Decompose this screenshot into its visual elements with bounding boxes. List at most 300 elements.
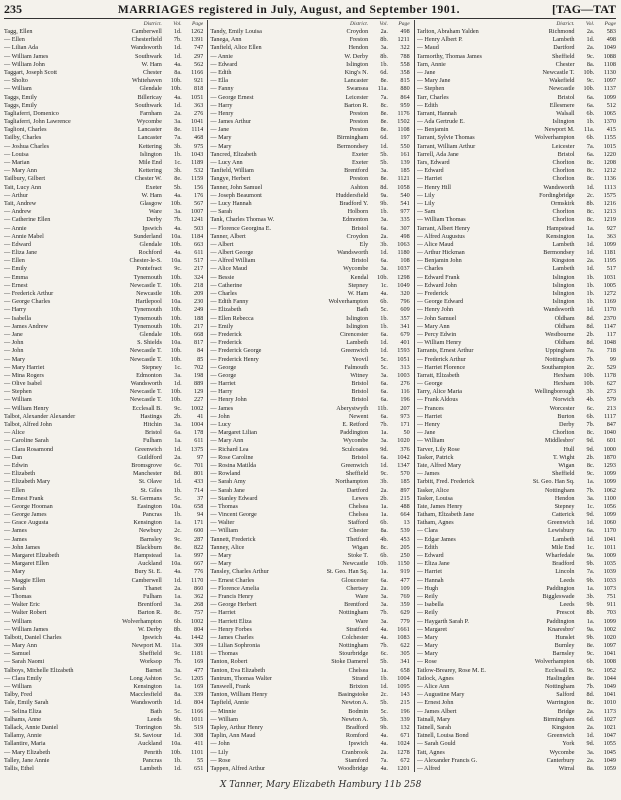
entry-page: 205 xyxy=(400,543,410,551)
entry-name: — Harriet xyxy=(416,175,442,183)
entry-district: Stepney xyxy=(141,363,162,371)
entry-page: 567 xyxy=(194,199,204,207)
entry-district: Newcastle T. xyxy=(129,396,162,404)
entry-page: 860 xyxy=(194,584,204,592)
entry-volume: 1a. xyxy=(586,617,595,625)
entry-name: Tanswell, Frank xyxy=(210,683,251,690)
entry-district: Southwark xyxy=(135,101,162,109)
entry-page: 815 xyxy=(400,77,410,85)
register-entry xyxy=(4,609,203,617)
entry-volume: 1a. xyxy=(586,224,595,232)
entry-volume: 5c. xyxy=(380,363,388,371)
register-entry xyxy=(417,618,616,626)
entry-name: — Rose Caroline xyxy=(210,453,254,461)
register-entry xyxy=(210,69,409,77)
entry-page: 1205 xyxy=(190,674,204,682)
entry-page: 776 xyxy=(194,568,204,576)
entry-volume: 1a. xyxy=(174,437,182,445)
entry-page: 1220 xyxy=(603,150,616,158)
register-entry xyxy=(4,290,203,298)
register-entry xyxy=(4,527,203,535)
entry-name: — Alice Maud xyxy=(416,240,454,248)
register-entry xyxy=(417,364,616,372)
entry-name: — Harry xyxy=(210,101,233,109)
register-entry xyxy=(210,626,409,634)
entry-district: Glendale xyxy=(139,85,162,93)
entry-volume: 7a. xyxy=(586,142,595,150)
register-entry xyxy=(4,323,203,331)
entry-district: Hastings xyxy=(140,412,162,420)
entry-district: Greenwich xyxy=(547,519,575,527)
entry-name: — John xyxy=(4,347,24,355)
entry-name: — Harriet xyxy=(210,380,236,388)
entry-volume: 10a. xyxy=(171,298,182,306)
entry-name: Tappen, Alfred Arthur xyxy=(210,764,266,772)
register-entry xyxy=(210,61,409,69)
register-entry xyxy=(4,28,203,36)
entry-district: Lambeth xyxy=(552,265,575,273)
entry-name: Tasker, Louisa xyxy=(416,494,453,502)
entry-volume: 6a. xyxy=(380,396,388,404)
entry-name: — Charles xyxy=(210,290,237,297)
entry-page: 911 xyxy=(606,601,616,609)
entry-volume: 8c. xyxy=(586,167,595,175)
entry-page: 1027 xyxy=(603,715,616,723)
register-entry xyxy=(417,85,616,93)
register-entry xyxy=(4,503,203,511)
register-entry xyxy=(210,478,409,486)
entry-page: 188 xyxy=(194,314,204,322)
entry-volume: 3a. xyxy=(380,167,388,175)
entry-district: W. Ham xyxy=(141,191,162,199)
entry-volume: 2c. xyxy=(174,527,182,535)
entry-name: Tailby, Charles xyxy=(4,134,42,142)
entry-name: — Edward xyxy=(4,240,31,248)
register-entry xyxy=(4,61,203,69)
entry-name: — Emily xyxy=(210,322,234,330)
entry-volume: 5c. xyxy=(174,707,182,715)
register-entry xyxy=(4,642,203,650)
entry-volume: 8e. xyxy=(174,175,182,183)
entry-page: 583 xyxy=(606,28,616,35)
entry-volume: 5b. xyxy=(173,723,182,731)
entry-volume: 10b. xyxy=(170,748,182,756)
entry-page: 1003 xyxy=(397,371,410,379)
entry-district: St. Giles xyxy=(140,486,162,494)
entry-page: 1213 xyxy=(603,208,616,216)
entry-page: 540 xyxy=(400,191,410,199)
entry-volume: 1d. xyxy=(380,249,388,257)
entry-name: — Sarah xyxy=(4,584,26,592)
entry-volume: 9b. xyxy=(586,633,595,641)
entry-district: Northampton xyxy=(335,478,369,486)
entry-volume: 3a. xyxy=(380,437,388,445)
entry-page: 307 xyxy=(400,224,410,232)
entry-name: — Margaret Elizabeth xyxy=(4,552,60,559)
register-entry xyxy=(210,102,409,110)
register-entry xyxy=(4,265,203,273)
entry-page: 169 xyxy=(194,683,204,690)
entry-page: 1870 xyxy=(603,453,616,461)
register-entry xyxy=(4,315,203,323)
register-entry xyxy=(4,699,203,707)
entry-district: Lambeth xyxy=(139,764,162,772)
entry-name: Tandy, Emily Louisa xyxy=(210,28,262,35)
entry-district: Islington xyxy=(346,322,369,330)
entry-district: Newbury xyxy=(138,527,162,535)
entry-page: 1002 xyxy=(190,617,204,625)
entry-volume: 3b. xyxy=(586,388,595,396)
entry-page: 622 xyxy=(400,642,410,650)
entry-volume: 3b. xyxy=(380,240,388,248)
entry-volume: 7b. xyxy=(173,36,182,44)
entry-district: Kendal xyxy=(350,273,369,281)
entry-name: — Jane xyxy=(416,429,436,437)
entry-page: 1044 xyxy=(603,674,616,682)
register-entry xyxy=(210,134,409,142)
entry-district: Hunslet xyxy=(555,633,575,641)
entry-district: Islington xyxy=(552,281,575,289)
entry-page: 1181 xyxy=(603,249,616,257)
entry-volume: 1d. xyxy=(380,461,388,469)
register-entry xyxy=(4,200,203,208)
entry-name: — Harry xyxy=(4,306,27,314)
entry-volume: 6c. xyxy=(174,461,182,469)
register-entry xyxy=(417,658,616,666)
entry-district: Newcastle T. xyxy=(129,388,162,396)
register-entry xyxy=(417,462,616,470)
entry-volume: 2a. xyxy=(174,109,182,117)
register-entry xyxy=(4,388,203,396)
register-entry xyxy=(210,495,409,503)
entry-district: Stratford xyxy=(346,625,369,633)
entry-district: Chertsey xyxy=(346,584,369,592)
entry-volume: 8e. xyxy=(586,642,595,650)
entry-page: 1136 xyxy=(603,175,616,183)
entry-volume: 1c. xyxy=(174,363,182,371)
entry-name: — John xyxy=(210,412,230,420)
entry-district: Knaresbro' xyxy=(547,625,575,633)
entry-volume: 2b. xyxy=(173,412,182,420)
entry-page: 1117 xyxy=(604,412,616,420)
register-entry xyxy=(210,585,409,593)
register-entry xyxy=(210,503,409,511)
register-entry xyxy=(417,94,616,102)
entry-name: — Annie xyxy=(4,224,27,232)
register-entry xyxy=(4,675,203,683)
register-entry xyxy=(210,519,409,527)
entry-volume: 1b. xyxy=(586,281,595,289)
entry-page: 276 xyxy=(400,380,410,388)
entry-volume: 10b. xyxy=(170,77,182,85)
entry-page: 1041 xyxy=(190,118,204,126)
register-entry xyxy=(417,298,616,306)
entry-district: Oldham xyxy=(554,339,575,347)
entry-volume: 11a. xyxy=(377,85,388,93)
register-entry xyxy=(4,421,203,429)
entry-name: — Thomas xyxy=(210,502,238,510)
entry-district: Wolverhampton xyxy=(534,658,575,666)
register-entry xyxy=(210,667,409,675)
register-entry xyxy=(4,691,203,699)
register-entry xyxy=(4,233,203,241)
entry-name: — Benjamin xyxy=(416,126,449,134)
register-entry xyxy=(210,658,409,666)
register-entry xyxy=(210,208,409,216)
entry-district: W. Ham xyxy=(347,290,369,297)
entry-page: 1062 xyxy=(603,486,616,494)
entry-district: Burton xyxy=(557,412,575,420)
entry-page: 703 xyxy=(606,609,616,617)
entry-district: Macclesfield xyxy=(129,691,162,699)
entry-volume: 1b. xyxy=(380,208,388,216)
entry-name: — Isabella xyxy=(4,314,31,322)
register-entry xyxy=(417,405,616,413)
entry-page: 176 xyxy=(194,191,204,199)
register-entry xyxy=(210,290,409,298)
entry-volume: 3b. xyxy=(173,167,182,175)
entry-page: 171 xyxy=(400,421,410,428)
entry-volume: 2a. xyxy=(380,28,388,35)
entry-name: — Mary xyxy=(4,355,26,363)
register-entry xyxy=(210,331,409,339)
entry-name: — Mary Jane xyxy=(416,77,451,85)
entry-name: — Ernest John xyxy=(416,699,454,707)
entry-page: 1037 xyxy=(397,265,410,273)
entry-volume: 1b. xyxy=(173,511,182,519)
entry-district: Woodbridge xyxy=(337,764,369,772)
register-entry xyxy=(417,749,616,757)
register-entry xyxy=(210,405,409,413)
register-entry xyxy=(417,544,616,552)
entry-page: 1575 xyxy=(603,191,616,199)
entry-district: Wigan xyxy=(351,543,369,551)
register-entry xyxy=(210,765,409,772)
header-rule xyxy=(4,18,616,19)
entry-district: Wandsworth xyxy=(130,44,162,52)
entry-volume: 1d. xyxy=(173,380,182,388)
entry-volume: 3a. xyxy=(380,216,388,224)
entry-volume: 9b. xyxy=(380,723,388,731)
register-entry xyxy=(417,511,616,519)
entry-district: Leeds xyxy=(559,576,575,584)
entry-page: 1298 xyxy=(397,273,410,281)
entry-volume: 1a. xyxy=(380,429,388,437)
entry-name: Tarbitt, Fred. Frederick xyxy=(416,478,475,486)
entry-district: Bristol xyxy=(557,150,575,158)
entry-district: Witney xyxy=(350,371,369,379)
entry-name: — Selina Eliza xyxy=(4,707,42,715)
entry-page: 2370 xyxy=(603,314,616,322)
entry-name: — Frederick xyxy=(210,330,242,338)
column-header-page: Page xyxy=(398,21,410,27)
entry-district: Chesterfield xyxy=(131,36,162,44)
entry-district: Hendon xyxy=(348,44,369,52)
entry-page: 570 xyxy=(400,470,410,478)
entry-name: Tars, Edward xyxy=(416,159,450,166)
entry-district: Torrington xyxy=(135,723,162,731)
entry-name: — William xyxy=(4,85,32,93)
entry-name: — Fanny xyxy=(210,85,234,93)
entry-volume: 5b. xyxy=(380,159,388,166)
entry-name: — Mary Ann xyxy=(416,322,450,330)
entry-page: 313 xyxy=(400,363,410,371)
register-entry xyxy=(417,609,616,617)
register-entry xyxy=(4,192,203,200)
entry-name: Talbot, Alexander Alexander xyxy=(4,412,76,420)
register-entry xyxy=(417,323,616,331)
entry-name: — George Hooman xyxy=(4,502,53,510)
entry-volume: 3a. xyxy=(174,421,182,428)
entry-page: 1169 xyxy=(603,298,616,306)
entry-name: — Walter xyxy=(210,519,235,527)
entry-page: 297 xyxy=(194,52,204,60)
register-entry xyxy=(4,298,203,306)
register-entry xyxy=(210,126,409,134)
entry-page: 817 xyxy=(194,339,204,347)
entry-page: 1272 xyxy=(603,290,616,297)
entry-name: — Hugh xyxy=(416,584,439,592)
entry-district: Stourbridge xyxy=(338,650,369,658)
entry-page: 1262 xyxy=(190,28,204,35)
entry-volume: 1a. xyxy=(586,584,595,592)
entry-page: 667 xyxy=(194,560,204,568)
register-entry xyxy=(417,593,616,601)
entry-volume: 1b. xyxy=(586,118,595,126)
entry-district: Richmond xyxy=(548,28,575,35)
entry-district: Basingstoke xyxy=(337,691,369,699)
entry-district: Glendale xyxy=(139,240,162,248)
entry-district: Barnsley xyxy=(139,535,162,543)
register-entry xyxy=(417,765,616,772)
entry-name: — Mary xyxy=(210,142,232,150)
entry-name: Tarn, Annie xyxy=(416,60,446,68)
entry-page: 99 xyxy=(609,355,616,363)
entry-page: 1114 xyxy=(191,126,204,134)
entry-name: — Sarah Naomi xyxy=(4,658,45,666)
entry-name: — Maud xyxy=(416,44,439,52)
entry-volume: 8c. xyxy=(586,159,595,166)
entry-name: — Harriet Florence xyxy=(416,363,466,371)
register-entry xyxy=(210,192,409,200)
entry-district: Huddersfield xyxy=(335,191,369,199)
entry-name: Tale, Emily Sarah xyxy=(4,699,49,707)
entry-page: 477 xyxy=(400,576,410,584)
register-entry xyxy=(210,315,409,323)
entry-page: 769 xyxy=(400,592,410,600)
register-entry xyxy=(210,462,409,470)
entry-page: 268 xyxy=(194,601,204,609)
register-entry xyxy=(417,282,616,290)
entry-name: — Edith xyxy=(416,101,438,109)
entry-name: — Alfred William xyxy=(210,257,256,265)
register-entry xyxy=(4,536,203,544)
register-entry xyxy=(417,28,616,36)
entry-district: Wycombe xyxy=(549,748,575,756)
entry-volume: 1d. xyxy=(173,732,182,740)
entry-page: 1048 xyxy=(603,339,616,347)
entry-name: Tait, Andrew xyxy=(4,199,37,207)
register-entry xyxy=(210,454,409,462)
entry-page: 1052 xyxy=(603,666,616,674)
register-entry xyxy=(210,151,409,159)
register-entry xyxy=(4,487,203,495)
register-entry xyxy=(4,511,203,519)
entry-volume: 10a. xyxy=(171,560,182,568)
entry-page: 975 xyxy=(194,142,204,150)
entry-volume: 2a. xyxy=(380,748,388,756)
register-entry xyxy=(210,716,409,724)
entry-name: — George xyxy=(210,371,237,379)
register-entry xyxy=(417,470,616,478)
register-entry xyxy=(4,69,203,77)
entry-district: Bath xyxy=(150,707,162,715)
register-entry xyxy=(4,118,203,126)
register-entry xyxy=(210,143,409,151)
entry-name: — Harriet xyxy=(416,412,442,420)
register-entry xyxy=(4,44,203,52)
register-entry xyxy=(210,347,409,355)
entry-volume: 1a. xyxy=(174,592,182,600)
entry-district: Brixton xyxy=(349,683,369,690)
entry-page: 1173 xyxy=(603,707,616,715)
entry-page: 1041 xyxy=(603,535,616,543)
register-entry xyxy=(210,118,409,126)
entry-volume: 2a. xyxy=(380,232,388,240)
entry-district: Manchester xyxy=(132,470,162,478)
entry-page: 358 xyxy=(400,68,410,76)
register-entry xyxy=(210,429,409,437)
entry-volume: 9d. xyxy=(586,445,595,453)
entry-volume: 1d. xyxy=(173,101,182,109)
entry-page: 751 xyxy=(606,592,616,600)
entry-name: Tate, James Henry xyxy=(416,502,463,510)
entry-name: — Henry John xyxy=(210,396,247,404)
entry-name: Tanney, Alice xyxy=(210,543,245,551)
register-entry xyxy=(210,544,409,552)
entry-volume: 3a. xyxy=(174,371,182,379)
entry-page: 1095 xyxy=(397,683,410,690)
entry-volume: 6a. xyxy=(380,388,388,396)
entry-district: Salford xyxy=(556,691,575,699)
register-entry xyxy=(417,667,616,675)
entry-volume: 8e. xyxy=(586,674,595,682)
entry-district: Dartford xyxy=(346,486,369,494)
register-entry xyxy=(417,724,616,732)
register-entry xyxy=(210,593,409,601)
entry-volume: 7a. xyxy=(380,93,388,101)
entry-page: 609 xyxy=(400,306,410,314)
register-entry xyxy=(417,650,616,658)
register-entry xyxy=(417,347,616,355)
entry-volume: 1d. xyxy=(173,44,182,52)
entry-volume: 10b. xyxy=(583,371,595,379)
entry-volume: 4a. xyxy=(174,93,182,101)
entry-volume: 9c. xyxy=(174,535,182,543)
entry-volume: 4a. xyxy=(174,224,182,232)
entry-name: — William xyxy=(210,527,238,535)
register-entry xyxy=(4,634,203,642)
register-entry xyxy=(417,642,616,650)
entry-name: — Elizabeth xyxy=(4,470,36,478)
entry-page: 117 xyxy=(606,330,616,338)
entry-district: Ormskirk xyxy=(550,199,575,207)
entry-page: 1033 xyxy=(603,576,616,584)
entry-district: Exeter xyxy=(352,150,369,158)
entry-page: 1212 xyxy=(603,167,616,175)
entry-page: 1113 xyxy=(604,183,616,191)
entry-page: 116 xyxy=(400,388,410,396)
